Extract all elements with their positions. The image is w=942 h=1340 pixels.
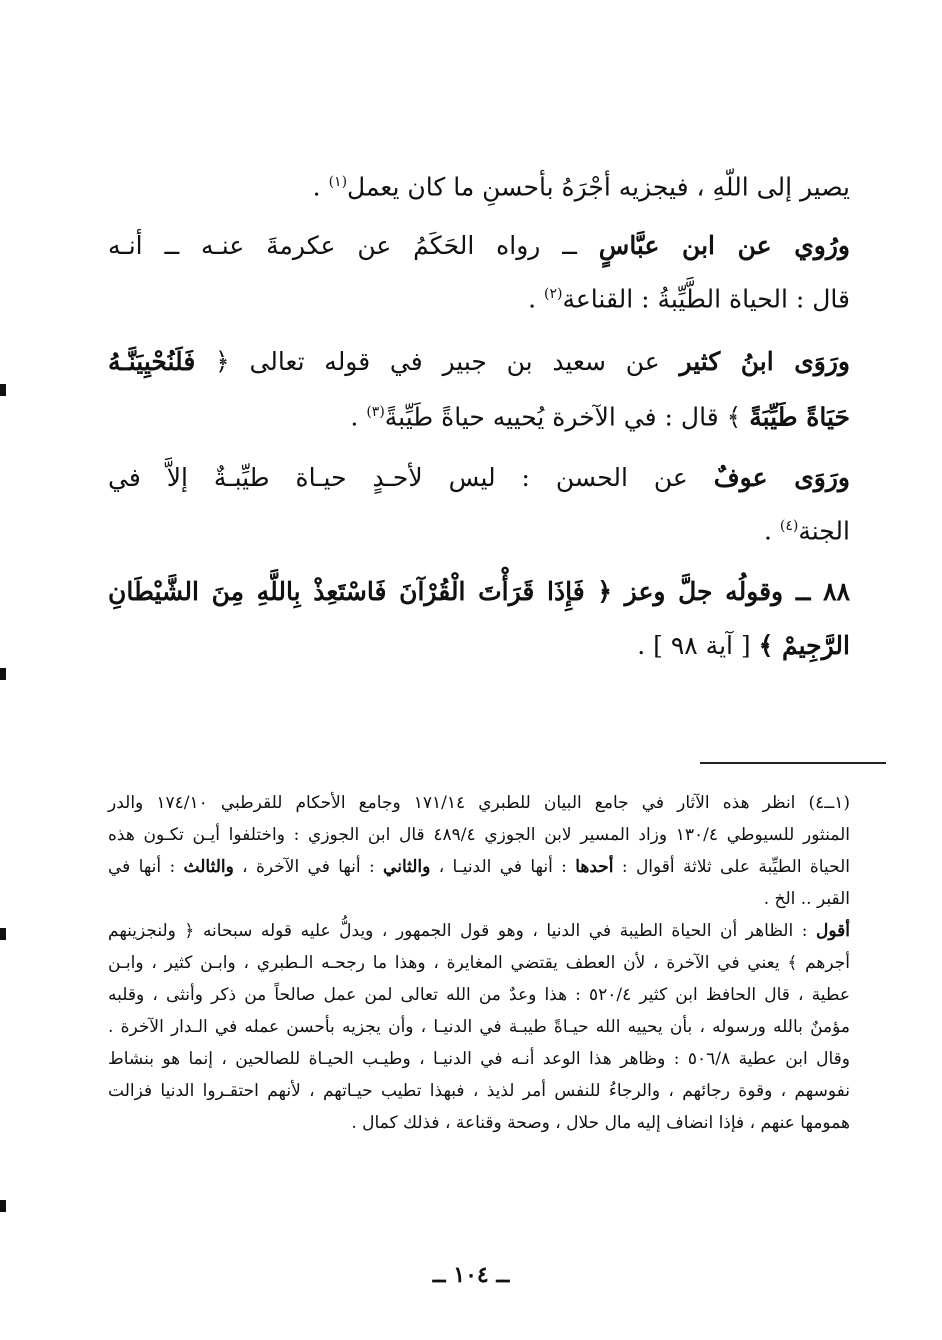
- text-run: ــ رواه الحَكَمُ عن عكرمةَ عنـه ــ أنـه: [108, 231, 599, 260]
- author-note-label: أقول: [816, 921, 850, 941]
- opinion-label: والثاني: [383, 857, 431, 877]
- footnote-line: [108, 982, 850, 1008]
- footnote-ref: (٢): [544, 286, 563, 302]
- text-run: ﴾ قال : في الآخرة يُحييه حياةً طَيِّبةً: [384, 402, 750, 432]
- text-run: أجرهم ﴾ يعني في الآخرة ، لأن العطف يقتضي المغايرة ، وهذا ما رجحـه الـطبري ، وابـن كثير ، وابـن: [108, 953, 850, 973]
- opinion-label: أحدها: [575, 857, 614, 877]
- footnote-line: [351, 1110, 850, 1136]
- scan-edge-mark: [0, 384, 6, 396]
- paragraph-2-line-1: [108, 228, 850, 264]
- footnote-line: [764, 886, 850, 912]
- footnote-line: [108, 950, 850, 976]
- paragraph-3-line-1: [108, 344, 850, 380]
- text-run: : الظاهر أن الحياة الطيبة في الدنيا ، وهو قول الجمهور ، ويدلُّ عليه قوله سبحانه ﴿ ولنجزينهم: [108, 921, 817, 941]
- text-run: : أنها في الآخرة ،: [233, 857, 384, 877]
- footnote-line: [108, 854, 850, 880]
- footnote-line: [108, 790, 850, 816]
- text-run: : أنها في: [108, 857, 184, 877]
- text-run: : أنها في الدنيـا ،: [430, 857, 576, 877]
- text-run: قال : الحياة الطَّيِّبةُ : القناعة: [562, 284, 850, 314]
- entry-number: ٨٨ ــ: [783, 577, 850, 606]
- text-run: [ آية ٩٨ ] .: [637, 631, 759, 660]
- opinion-label: والثالث: [183, 857, 234, 877]
- quran-verse: فَلَنُحْيِيَنَّـهُ: [108, 347, 196, 376]
- text-run: الجنة: [798, 516, 850, 546]
- text-run: المنثور للسيوطي ١٣٠/٤ وزاد المسير لابن الجوزي ٤٨٩/٤ قال ابن الجوزي : واختلفوا أيـن تكـون هذه: [108, 825, 851, 845]
- text-run: .: [350, 402, 367, 432]
- paragraph-4-line-1: [108, 460, 850, 496]
- scan-edge-mark: [0, 668, 6, 680]
- footnote-ref: (١): [328, 174, 348, 190]
- paragraph-5-line-1: [108, 574, 850, 610]
- verse-intro: وقولُه جلَّ وعز: [624, 577, 784, 606]
- paragraph-4-line-2: [764, 508, 850, 549]
- scan-edge-mark: [0, 928, 6, 940]
- footnote-line: [108, 1046, 850, 1072]
- text-run: (١ــ٤) انظر هذه الآثار في جامع البيان للطبري ١٧١/١٤ وجامع الأحكام للقرطبي ١٧٤/١٠ والدر: [108, 793, 850, 813]
- quran-verse: حَيَاةً طَيِّبَةً: [749, 402, 850, 432]
- footnote-line: [108, 1078, 850, 1104]
- narration-lead: ورَوَى عوفٌ: [713, 463, 850, 492]
- footnote-separator: [700, 762, 886, 764]
- quran-verse: ﴿ فَإِذَا قَرَأْتَ الْقُرْآنَ فَاسْتَعِذْ بِاللَّهِ مِنَ الشَّيْطَانِ: [108, 577, 625, 606]
- footnote-line: [108, 1014, 850, 1040]
- scan-edge-mark: [0, 1200, 6, 1212]
- text-run: عن سعيد بن جبير في قوله تعالى ﴿: [195, 347, 680, 376]
- page-number: ــ ١٠٤ ــ: [432, 1262, 510, 1288]
- paragraph-1-line-1: [313, 164, 850, 205]
- footnote-line: [108, 918, 850, 944]
- text-run: وقال ابن عطية ٥٠٦/٨ : وظاهر هذا الوعد أنـه في الدنيـا ، وطيـب الحيـاة للصالحين ، إنما هو بنشاط: [108, 1049, 850, 1069]
- footnote-ref: (٣): [366, 404, 385, 420]
- paragraph-3-line-2: [350, 394, 850, 435]
- text-run: الحياة الطيِّبة على ثلاثة أقوال :: [613, 857, 850, 877]
- text-run: .: [763, 516, 780, 546]
- text-run: .: [312, 172, 329, 202]
- quran-verse: الرَّجِيمْ ﴾: [758, 631, 850, 660]
- text-run: مؤمنٌ بالله ورسوله ، بأن يحييه الله حيـاةً طيبـة في الدنيـا ، وأن يجزيه بأحسن عمله في الـدار الآخرة .: [108, 1017, 850, 1037]
- text-run: عن الحسن : ليس لأحـدٍ حيـاة طيِّبـةٌ إلاَّ في: [108, 463, 714, 492]
- text-run: همومها عنهم ، فإذا انضاف إليه مال حلال ، وصحة وقناعة ، فذلك كمال .: [351, 1113, 850, 1133]
- text-run: القبر .. الخ .: [763, 889, 850, 909]
- footnote-ref: (٤): [779, 518, 799, 534]
- paragraph-5-line-2: [637, 628, 850, 664]
- text-run: .: [528, 284, 544, 314]
- text-run: نفوسهم ، وقوة رجائهم ، والرجاءُ للنفس أمر لذيذ ، فبهذا تطيب حيـاتهم ، لأنهم احتقـروا الدنيا فزالت: [108, 1081, 850, 1101]
- narration-lead: ورَوَى ابنُ كثير: [679, 347, 850, 376]
- text-run: يصير إلى اللّهِ ، فيجزيه أجْرَهُ بأحسنِ ما كان يعمل: [347, 172, 850, 202]
- paragraph-2-line-2: [528, 276, 850, 317]
- text-run: عطية ، قال الحافظ ابن كثير ٥٢٠/٤ : هذا وعدٌ من الله تعالى لمن عمل صالحاً من ذكر وأنثى ، وقلبه: [108, 985, 850, 1005]
- footnote-line: [108, 822, 850, 848]
- narration-lead: ورُوي عن ابن عبَّاسٍ: [598, 231, 850, 260]
